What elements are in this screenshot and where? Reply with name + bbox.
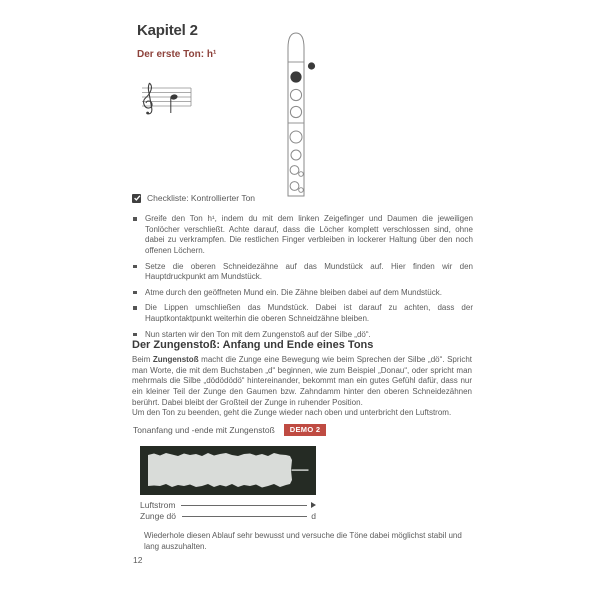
checklist-item-text: Greife den Ton h¹, indem du mit dem linken Zeigefinger und Daumen die jeweiligen Tonlöcher verschließt. Achte darauf, dass die Löcher komplett verschlossen sind, ohne dabei zu verkrampfen. Die restlichen Finger verbleiben in lockerer Haltung über den noch offenen Löchern. xyxy=(145,214,473,255)
demo-caption-row xyxy=(133,424,326,436)
bullet-square-icon xyxy=(133,291,137,295)
checklist-item-text: Nun starten wir den Ton mit dem Zungenstoß auf der Silbe „dö“. xyxy=(145,329,371,339)
hole-4-open xyxy=(290,131,302,143)
checklist-item xyxy=(133,288,473,299)
recorder-fingering-diagram xyxy=(281,28,323,200)
checked-checkbox-icon xyxy=(132,194,141,203)
hole-6-open-small xyxy=(299,172,304,177)
hole-6-open-large xyxy=(290,166,299,175)
checklist-items xyxy=(133,214,473,345)
demo-badge: DEMO 2 xyxy=(284,424,327,436)
tongue-line xyxy=(182,516,307,517)
paragraph-text: Beim xyxy=(132,355,153,364)
bullet-square-icon xyxy=(133,217,137,221)
bullet-square-icon xyxy=(133,333,137,337)
demo-caption: Tonanfang und -ende mit Zungenstoß xyxy=(133,425,275,435)
thumb-hole-closed xyxy=(308,62,315,69)
hole-7-open-large xyxy=(290,182,299,191)
tongue-end-label: d xyxy=(311,511,316,521)
right-arrow-icon xyxy=(311,502,316,508)
tongue-row xyxy=(140,511,316,521)
hole-7-open-small xyxy=(299,188,304,193)
section-heading: Der Zungenstoß: Anfang und Ende eines Tons xyxy=(132,339,374,351)
hole-2-open xyxy=(290,89,301,100)
checklist-item-text: Setze die oberen Schneidezähne auf das Mundstück auf. Hier finden wir den Hauptdruckpunkt am Mundstück. xyxy=(145,261,473,282)
waveform-image xyxy=(140,446,316,495)
paragraph-text: macht die Zunge eine Bewegung wie beim Sprechen der Silbe „dö“. Spricht man Worte, die mit dem Buchstaben „d“ beginnen, wie zum Beispiel „Donau“, oder spricht man mehrmals die Silbe „dödödödö“ hintereinander, bekommt man ein gutes Gefühl dafür, dass nur ein kleiner Teil der Zunge den Gaumen bzw. Zahndamm hinter den oberen Schneidezähnen berührt. Dabei bleibt der Großteil der Zunge in ruhender Position. xyxy=(132,355,472,407)
tongue-label: Zunge dö xyxy=(140,511,176,521)
bullet-square-icon xyxy=(133,265,137,269)
hole-1-closed xyxy=(290,71,301,82)
music-staff-notation xyxy=(136,78,196,124)
closing-instruction: Wiederhole diesen Ablauf sehr bewusst und versuche die Töne dabei möglichst stabil und lang auszuhalten. xyxy=(144,531,462,551)
waveform-graphic xyxy=(140,446,316,495)
checklist-item-text: Die Lippen umschließen das Mundstück. Dabei ist darauf zu achten, dass der Hauptkontaktpunkt weiterhin die oberen Schneidzähne bleiben. xyxy=(145,303,473,323)
checklist-item xyxy=(133,303,473,324)
chapter-title: Kapitel 2 xyxy=(137,22,198,39)
checklist-title: Checkliste: Kontrollierter Ton xyxy=(147,193,256,203)
paragraph-bold-term: Zungenstoß xyxy=(152,355,199,364)
checklist-item-text: Atme durch den geöffneten Mund ein. Die Zähne bleiben dabei auf dem Mundstück. xyxy=(145,287,442,297)
page-number: 12 xyxy=(133,555,143,565)
airflow-row xyxy=(140,500,316,510)
section-paragraph xyxy=(132,355,472,419)
checklist-header xyxy=(132,193,255,203)
note-h1 xyxy=(170,94,178,113)
page-subtitle: Der erste Ton: h¹ xyxy=(137,49,217,60)
airflow-line xyxy=(181,505,307,506)
checklist-item xyxy=(133,262,473,283)
hole-5-open xyxy=(291,150,301,160)
paragraph-text: Um den Ton zu beenden, geht die Zunge wieder nach oben und unterbricht den Luftstrom. xyxy=(132,408,452,418)
bullet-square-icon xyxy=(133,306,137,310)
checklist-item xyxy=(133,214,473,257)
airflow-label: Luftstrom xyxy=(140,500,176,510)
hole-3-open xyxy=(290,106,301,117)
